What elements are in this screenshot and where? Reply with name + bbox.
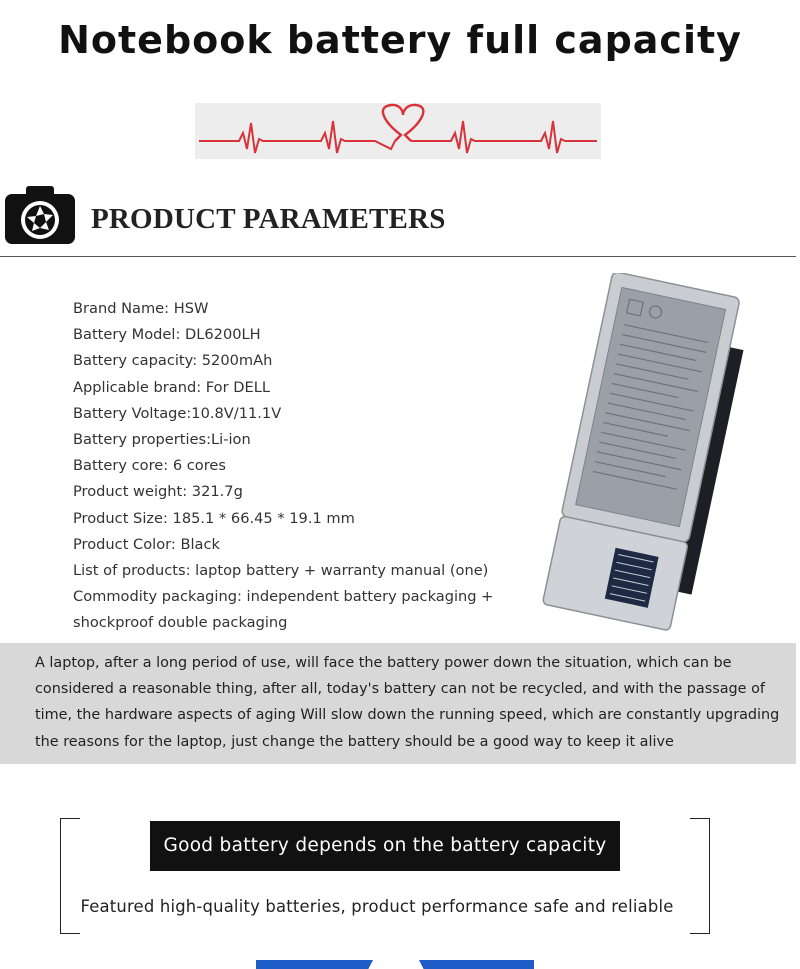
description-box <box>0 643 796 764</box>
param-battery-voltage: Battery Voltage:10.8V/11.1V <box>73 404 282 422</box>
section-divider <box>0 256 796 257</box>
param-battery-core: Battery core: 6 cores <box>73 457 226 475</box>
heartbeat-banner <box>195 103 601 159</box>
param-product-weight: Product weight: 321.7g <box>73 483 243 501</box>
param-commodity-packaging: Commodity packaging: independent battery packaging + shockproof double packaging <box>73 588 494 632</box>
param-battery-properties: Battery properties:Li-ion <box>73 430 251 448</box>
param-applicable-brand: Applicable brand: For DELL <box>73 378 270 396</box>
feature-subtitle: Featured high-quality batteries, product performance safe and reliable <box>80 897 674 916</box>
param-list-of-products: List of products: laptop battery + warranty manual (one) <box>73 561 489 579</box>
feature-title: Good battery depends on the battery capacity <box>150 821 620 871</box>
product-parameters-list <box>73 296 533 636</box>
param-battery-capacity: Battery capacity: 5200mAh <box>73 352 273 370</box>
heartbeat-line-icon <box>195 103 601 159</box>
param-product-color: Product Color: Black <box>73 535 220 553</box>
blue-bar-right <box>419 960 534 969</box>
param-brand-name: Brand Name: HSW <box>73 300 209 317</box>
page-title: Notebook battery full capacity <box>58 18 742 62</box>
camera-icon <box>4 184 76 246</box>
description-text: A laptop, after a long period of use, will face the battery power down the situation, which can be considered a reasonable thing, after all, today's battery can not be recycled, and with the passage of time, the hardware aspects of aging Will slow down the running speed, which are constantly upgrading the reasons for the laptop, just change the battery should be a good way to keep it alive <box>35 655 780 750</box>
param-product-size: Product Size: 185.1 * 66.45 * 19.1 mm <box>73 509 355 527</box>
frame-bracket-left <box>60 818 80 934</box>
section-heading: PRODUCT PARAMETERS <box>91 203 446 235</box>
blue-bar-left <box>256 960 373 969</box>
param-battery-model: Battery Model: DL6200LH <box>73 326 261 344</box>
frame-bracket-right <box>690 818 710 934</box>
laptop-battery-image <box>525 273 775 643</box>
